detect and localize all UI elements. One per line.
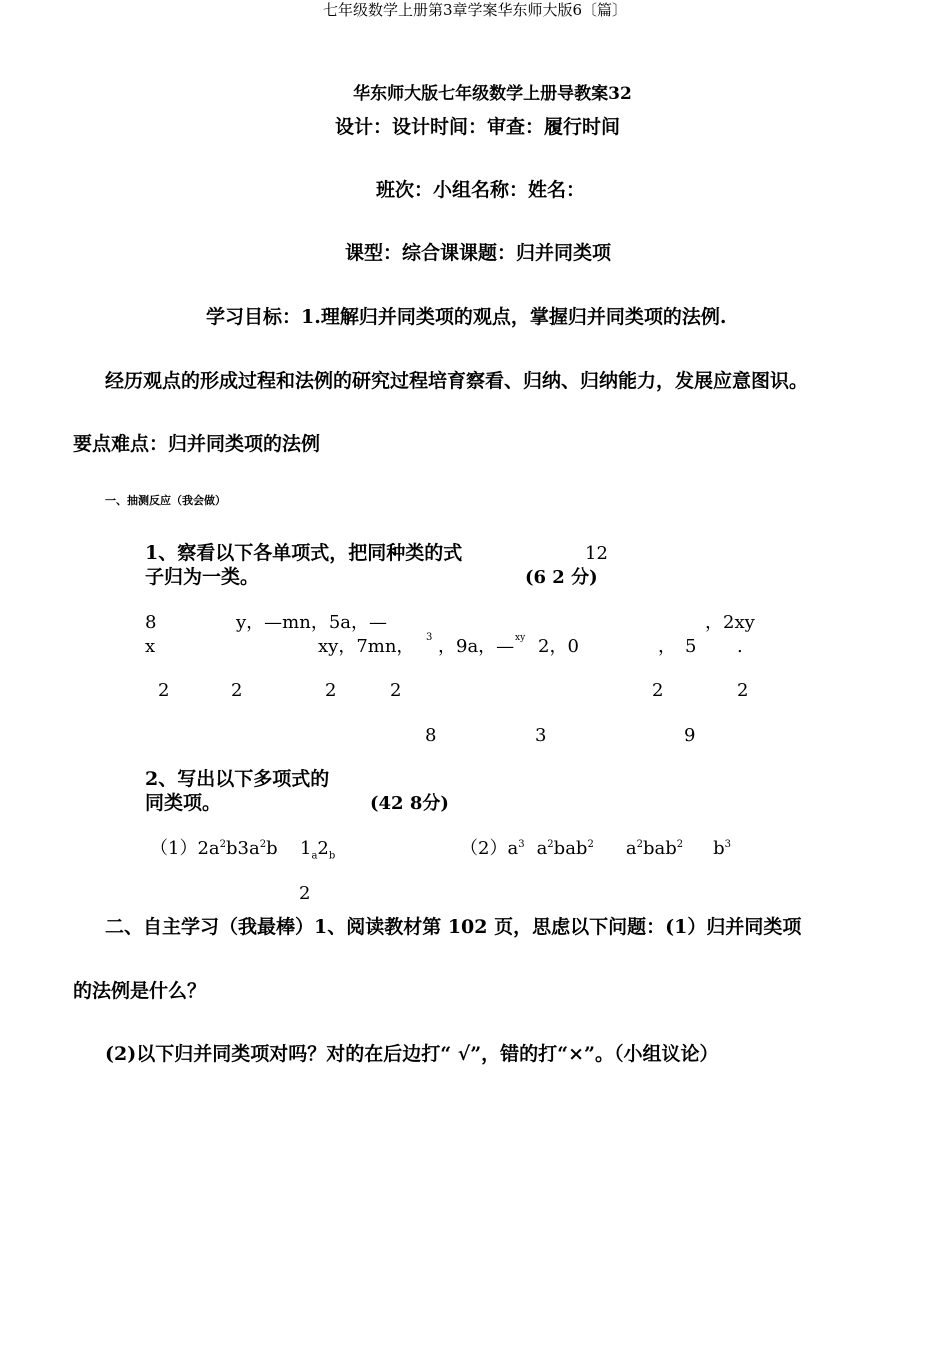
q1-row2-f: 5 [685, 636, 697, 657]
q1-den-2: 2 [231, 680, 243, 701]
q1-row2-supxy: xy [515, 633, 526, 643]
q2-line1: 2、写出以下多项式的 [145, 768, 330, 790]
q1-den-1: 2 [158, 680, 170, 701]
q1-row1-a: 8 [145, 612, 157, 633]
q1-den-3: 2 [325, 680, 337, 701]
q1-line1-number: 12 [585, 543, 608, 564]
experience-statement: 经历观点的形成过程和法例的研究过程培育察看、归纳、归纳能力，发展应意图识。 [105, 370, 809, 392]
q1-score: (6 2 分) [525, 567, 598, 588]
meta-design: 设计：设计时间：审查：履行时间 [335, 116, 621, 138]
q1-line2: 子归为一类。 [145, 566, 260, 588]
q1-row2-e: ， [658, 636, 676, 657]
q1-den-9: 9 [684, 725, 696, 746]
section2-continued: 的法例是什么？ [73, 980, 207, 1002]
q1-den-6: 2 [737, 680, 749, 701]
section2-heading: 二、自主学习（我最棒）1、阅读教材第 102 页，思虑以下问题：(1）归并同类项 [105, 916, 802, 938]
q1-line1: 1、察看以下各单项式，把同种类的式 [145, 542, 463, 564]
running-header: 七年级数学上册第3章学案华东师大版6〔篇〕 [322, 1, 628, 19]
q2-poly1-tail: $1_a2_b$ [300, 838, 336, 862]
q1-row2-a: x [145, 636, 156, 657]
q1-den-5: 2 [652, 680, 664, 701]
q1-den-8: 3 [535, 725, 547, 746]
q1-row1-b: y，—mn，5a，— [236, 612, 388, 633]
document-title: 华东师大版七年级数学上册导教案32 [353, 84, 632, 104]
q1-row2-b: xy，7mn， [318, 636, 415, 657]
q1-den-7: 8 [425, 725, 437, 746]
q1-row2-d: 2，0 [538, 636, 579, 657]
q2-poly1: $(1)2a^2b3a^2b$ [150, 838, 278, 859]
key-points: 要点难点：归并同类项的法例 [73, 433, 321, 455]
q1-row1-c: ，2xy [705, 612, 755, 633]
q2-line2: 同类项。 [145, 792, 222, 814]
q2-denominator: 2 [299, 883, 311, 904]
q1-row2-c: ，9a，— [438, 636, 515, 657]
q1-row2-g: . [737, 636, 743, 657]
meta-type: 课型：综合课课题：归并同类项 [345, 242, 612, 264]
learning-objective: 学习目标：1.理解归并同类项的观点，掌握归并同类项的法例. [206, 306, 727, 328]
q2-score: (42 8分) [370, 793, 449, 814]
q1-row2-sup3: 3 [426, 632, 433, 643]
judge-question: (2)以下归并同类项对吗？对的在后边打“ √”，错的打“×”。（小组议论） [105, 1043, 719, 1065]
meta-class: 班次：小组名称：姓名： [376, 179, 586, 201]
q2-poly2: $(2)a^3$ $a^2bab^2$ $a^2bab^2$ $b^3$ [460, 838, 731, 859]
section1-title: 一、抽测反应（我会做） [105, 494, 226, 507]
q1-den-4: 2 [390, 680, 402, 701]
